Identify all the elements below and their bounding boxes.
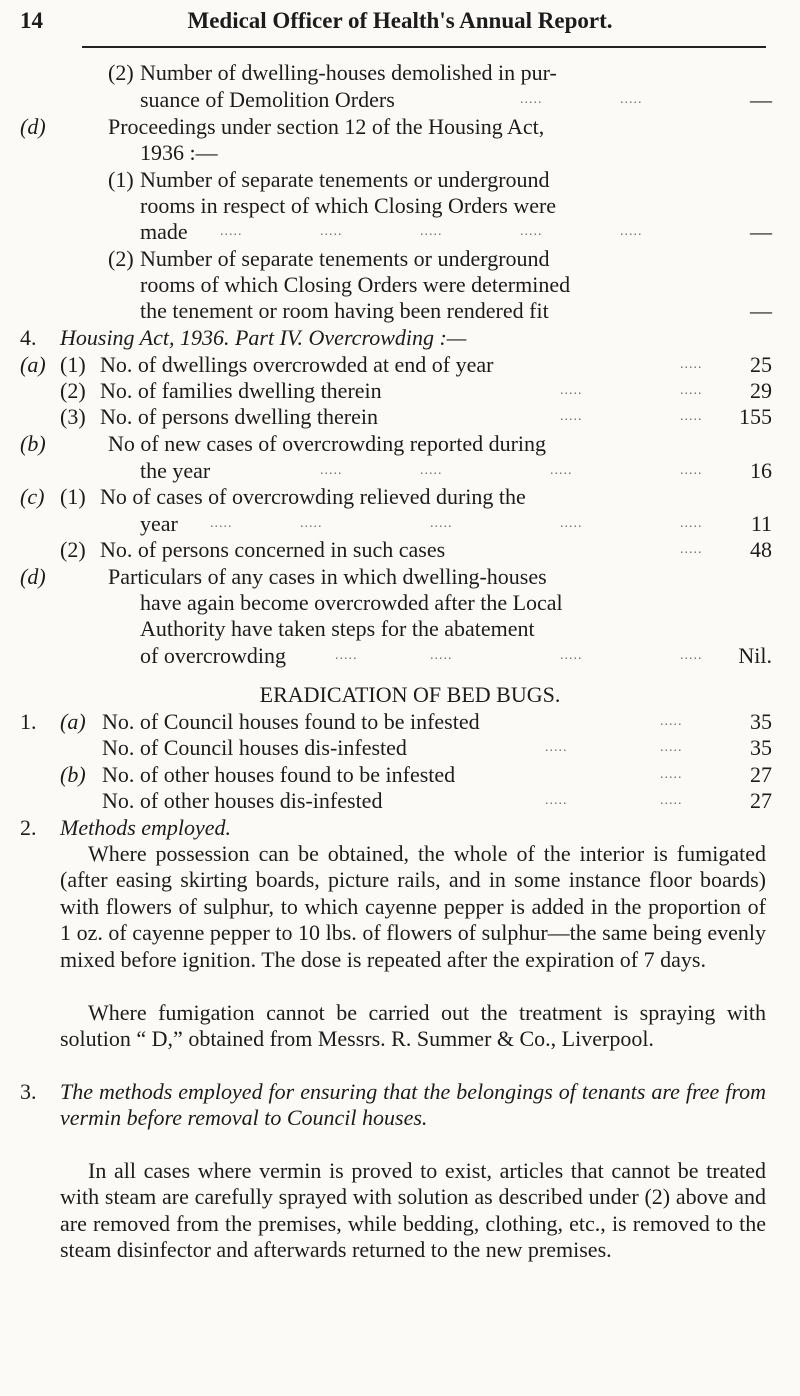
leader-dots: ..... — [420, 463, 443, 478]
leader-dots: ..... — [430, 516, 453, 531]
item-value: 25 — [750, 352, 772, 377]
item-text: suance of Demolition Orders — [140, 87, 395, 112]
leader-dots: ..... — [680, 383, 703, 398]
section-label: (c) — [20, 484, 45, 509]
item-value: 155 — [739, 404, 772, 429]
item-text: Number of separate tenements or underground — [140, 246, 550, 271]
item-text: year — [140, 511, 178, 536]
item-number: (2) — [60, 378, 86, 403]
page-header — [20, 2, 780, 42]
section-number: 1. — [20, 709, 37, 734]
item-text: made — [140, 219, 188, 244]
section-label: (b) — [60, 762, 86, 787]
item-text: No. of other houses dis-infested — [102, 788, 383, 813]
leader-dots: ..... — [680, 648, 703, 663]
leader-dots: ..... — [660, 714, 683, 729]
leader-dots: ..... — [335, 648, 358, 663]
item-text: No. of other houses found to be infested — [102, 762, 456, 787]
item-text: No. of persons concerned in such cases — [100, 537, 446, 562]
item-text: No. of families dwelling therein — [100, 378, 382, 403]
item-value: — — [750, 298, 772, 323]
item-text: of overcrowding — [140, 643, 287, 668]
methods-paragraph-2: Where fumigation cannot be carried out the treatment is spraying with solution “ D,” obtained from Messrs. R. Summer & Co., Liverpool. — [60, 1000, 766, 1052]
leader-dots: ..... — [420, 224, 443, 239]
leader-dots: ..... — [320, 463, 343, 478]
leader-dots: ..... — [300, 516, 323, 531]
belongings-heading: The methods employed for ensuring that the belongings of tenants are free from vermin before removal to Council houses. — [60, 1079, 766, 1131]
leader-dots: ..... — [560, 409, 583, 424]
item-value: — — [750, 87, 772, 112]
section-number: 3. — [20, 1079, 37, 1104]
leader-dots: ..... — [210, 516, 233, 531]
leader-dots: ..... — [560, 383, 583, 398]
item-text: have again become overcrowded after the Local — [140, 590, 563, 615]
leader-dots: ..... — [680, 409, 703, 424]
item-number: (1) — [60, 352, 86, 377]
leader-dots: ..... — [560, 648, 583, 663]
item-text: No of cases of overcrowding relieved during the — [100, 484, 526, 509]
leader-dots: ..... — [550, 463, 573, 478]
item-number: (1) — [60, 484, 86, 509]
item-number: (2) — [60, 537, 86, 562]
item-text: the tenement or room having been rendered fit — [140, 298, 549, 323]
item-text: No. of dwellings overcrowded at end of year — [100, 352, 494, 377]
leader-dots: ..... — [660, 767, 683, 782]
item-value: 27 — [750, 762, 772, 787]
item-value: 48 — [750, 537, 772, 562]
leader-dots: ..... — [680, 542, 703, 557]
section-label: (b) — [20, 431, 46, 456]
item-number: (2) — [108, 246, 134, 271]
leader-dots: ..... — [545, 793, 568, 808]
leader-dots: ..... — [660, 793, 683, 808]
section-text: 1936 :— — [140, 140, 218, 165]
section-label: (a) — [60, 709, 86, 734]
section-title: Housing Act, 1936. Part IV. Overcrowding :— — [60, 325, 467, 350]
header-rule — [82, 46, 766, 48]
item-text: No. of Council houses found to be infested — [102, 709, 480, 734]
methods-paragraph-1: Where possession can be obtained, the whole of the interior is fumigated (after easing skirting boards, picture rails, and in some instance floor boards) with flowers of sulphur, to which cayenne pepper is added in the proportion of 1 oz. of cayenne pepper to 10 lbs. of flowers of sulphur—the same being evenly mixed before ignition. The dose is repeated after the expiration of 7 days. — [60, 841, 766, 972]
item-value: — — [750, 219, 772, 244]
section-label: (a) — [20, 352, 46, 377]
leader-dots: ..... — [220, 224, 243, 239]
item-value: 29 — [750, 378, 772, 403]
running-title: Medical Officer of Health's Annual Report. — [187, 8, 613, 33]
section-number: 4. — [20, 325, 37, 350]
section-text: Proceedings under section 12 of the Housing Act, — [108, 114, 545, 139]
section-label: (d) — [20, 114, 46, 139]
leader-dots: ..... — [430, 648, 453, 663]
item-value: 16 — [750, 458, 772, 483]
leader-dots: ..... — [520, 92, 543, 107]
leader-dots: ..... — [620, 92, 643, 107]
section-label: (d) — [20, 564, 46, 589]
item-text: Number of separate tenements or underground — [140, 167, 550, 192]
section-number: 2. — [20, 815, 37, 840]
leader-dots: ..... — [660, 740, 683, 755]
item-text: Particulars of any cases in which dwelling-houses — [108, 564, 547, 589]
item-value: Nil. — [738, 643, 772, 668]
leader-dots: ..... — [680, 357, 703, 372]
leader-dots: ..... — [680, 516, 703, 531]
leader-dots: ..... — [560, 516, 583, 531]
belongings-paragraph: In all cases where vermin is proved to exist, articles that cannot be treated with steam are carefully sprayed with solution as described under (2) above and are removed from the premises, while bedding, clothing, etc., is removed to the steam disinfector and afterwards returned to the new premises. — [60, 1158, 766, 1263]
leader-dots: ..... — [680, 463, 703, 478]
page-number: 14 — [20, 8, 43, 33]
item-value: 35 — [750, 735, 772, 760]
leader-dots: ..... — [545, 740, 568, 755]
item-text: rooms in respect of which Closing Orders were — [140, 193, 557, 218]
bed-bugs-heading: ERADICATION OF BED BUGS. — [259, 682, 561, 707]
item-number: (2) — [108, 60, 134, 85]
item-text: Authority have taken steps for the abatement — [140, 616, 535, 641]
leader-dots: ..... — [620, 224, 643, 239]
leader-dots: ..... — [320, 224, 343, 239]
item-text: No. of persons dwelling therein — [100, 404, 378, 429]
item-text: the year — [140, 458, 211, 483]
methods-heading: Methods employed. — [60, 815, 232, 840]
item-number: (1) — [108, 167, 134, 192]
item-number: (3) — [60, 404, 86, 429]
leader-dots: ..... — [520, 224, 543, 239]
item-text: No. of Council houses dis-infested — [102, 735, 407, 760]
item-value: 27 — [750, 788, 772, 813]
item-value: 11 — [750, 511, 772, 536]
item-text: No of new cases of overcrowding reported during — [108, 431, 547, 456]
item-text: Number of dwelling-houses demolished in pur- — [140, 60, 557, 85]
item-value: 35 — [750, 709, 772, 734]
item-text: rooms of which Closing Orders were determined — [140, 272, 571, 297]
